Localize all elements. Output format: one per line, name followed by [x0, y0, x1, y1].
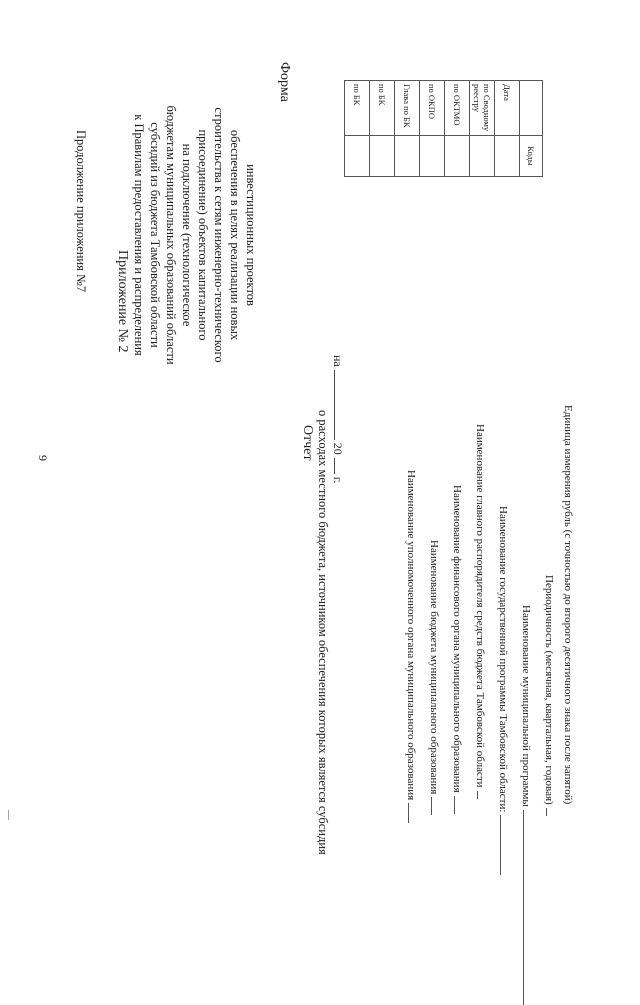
report-date-blank[interactable] — [334, 370, 335, 440]
field-line[interactable] — [477, 791, 487, 799]
field-label: Наименование бюджета муниципального образования — [428, 540, 440, 795]
field-line[interactable] — [454, 796, 464, 814]
codes-table — [344, 80, 543, 177]
field-periodicity — [543, 575, 556, 816]
field-line[interactable] — [500, 815, 510, 875]
codes-header-spacer — [520, 81, 543, 136]
report-date — [330, 355, 345, 483]
field-label: Наименование главного распорядителя средств бюджета Тамбовской области — [474, 424, 486, 788]
codes-row-label: по БК — [345, 81, 370, 136]
report-date-prefix: на — [331, 355, 345, 367]
codes-row-value[interactable] — [470, 135, 495, 176]
codes-row — [395, 81, 420, 177]
codes-row-label: по ОКТМО — [445, 81, 470, 136]
codes-row-value[interactable] — [395, 135, 420, 176]
codes-row-label: по ОКПО — [420, 81, 445, 136]
field-label: Наименование финансового органа муниципального образования — [451, 485, 463, 793]
codes-header-row — [520, 81, 543, 177]
appendix-line: субсидий из бюджета Тамбовской области — [148, 122, 162, 348]
appendix-line: присоединение) объектов капитального — [196, 129, 210, 341]
appendix-line: инвестиционных проектов — [244, 164, 258, 306]
codes-row-label: по Сводному реестру — [470, 81, 495, 136]
field-chief-manager — [474, 424, 487, 799]
field-authorized-body — [405, 470, 418, 823]
field-label: Наименование уполномоченного органа муниципального образования — [405, 470, 417, 801]
field-label: Наименование муниципальной программы — [520, 605, 532, 807]
field-line[interactable] — [408, 803, 418, 823]
field-unit — [562, 405, 574, 804]
field-line[interactable] — [546, 808, 556, 816]
appendix-line: к Правилам предоставления и распределения — [132, 114, 146, 356]
field-label: Единица измерения рубль (с точностью до второго десятичного знака после запятой) — [562, 405, 574, 805]
report-subtitle: о расходах местного бюджета, источником обеспечения которых является субсидия — [316, 410, 330, 855]
page-number: 9 — [36, 455, 50, 461]
appendix-continuation: Продолжение приложения №7 — [74, 130, 88, 293]
codes-row — [370, 81, 395, 177]
report-date-suffix: г. — [331, 476, 345, 484]
form-label: Форма — [277, 62, 292, 102]
appendix-line: строительства к сетям инженерно-технического — [212, 107, 226, 363]
field-label: Периодичность (месячная, квартальная, годовая) — [543, 575, 555, 805]
codes-row-value[interactable] — [370, 135, 395, 176]
field-state-program — [497, 506, 510, 875]
field-finance-body — [451, 485, 464, 814]
field-label: Наименование государственной программы Тамбовской области: — [497, 506, 509, 813]
codes-header: Коды — [520, 135, 543, 176]
codes-row-value[interactable] — [495, 135, 520, 176]
codes-row — [470, 81, 495, 177]
codes-row-label: Глава по БК — [395, 81, 420, 136]
codes-row-label: по БК — [370, 81, 395, 136]
appendix-line: обеспечения в целях реализации новых — [228, 129, 242, 341]
codes-row-value[interactable] — [420, 135, 445, 176]
codes-row-value[interactable] — [445, 135, 470, 176]
field-municipal-budget — [428, 540, 441, 815]
report-date-year: 20 — [331, 442, 345, 455]
codes-row-label: Дата — [495, 81, 520, 136]
report-title: Отчет — [300, 425, 315, 461]
codes-row — [345, 81, 370, 177]
field-line[interactable] — [523, 810, 533, 1005]
appendix-title: Приложение № 2 — [115, 250, 130, 353]
codes-row-value[interactable] — [345, 135, 370, 176]
appendix-line: бюджетам муниципальных образований области — [164, 105, 178, 365]
field-line[interactable] — [431, 797, 441, 815]
codes-row — [445, 81, 470, 177]
appendix-line: на подключение (технологическое — [180, 143, 194, 327]
codes-row — [495, 81, 520, 177]
field-municipal-program — [520, 605, 533, 1005]
report-date-year-blank[interactable] — [334, 458, 335, 474]
codes-row — [420, 81, 445, 177]
scan-mark — [8, 810, 9, 820]
